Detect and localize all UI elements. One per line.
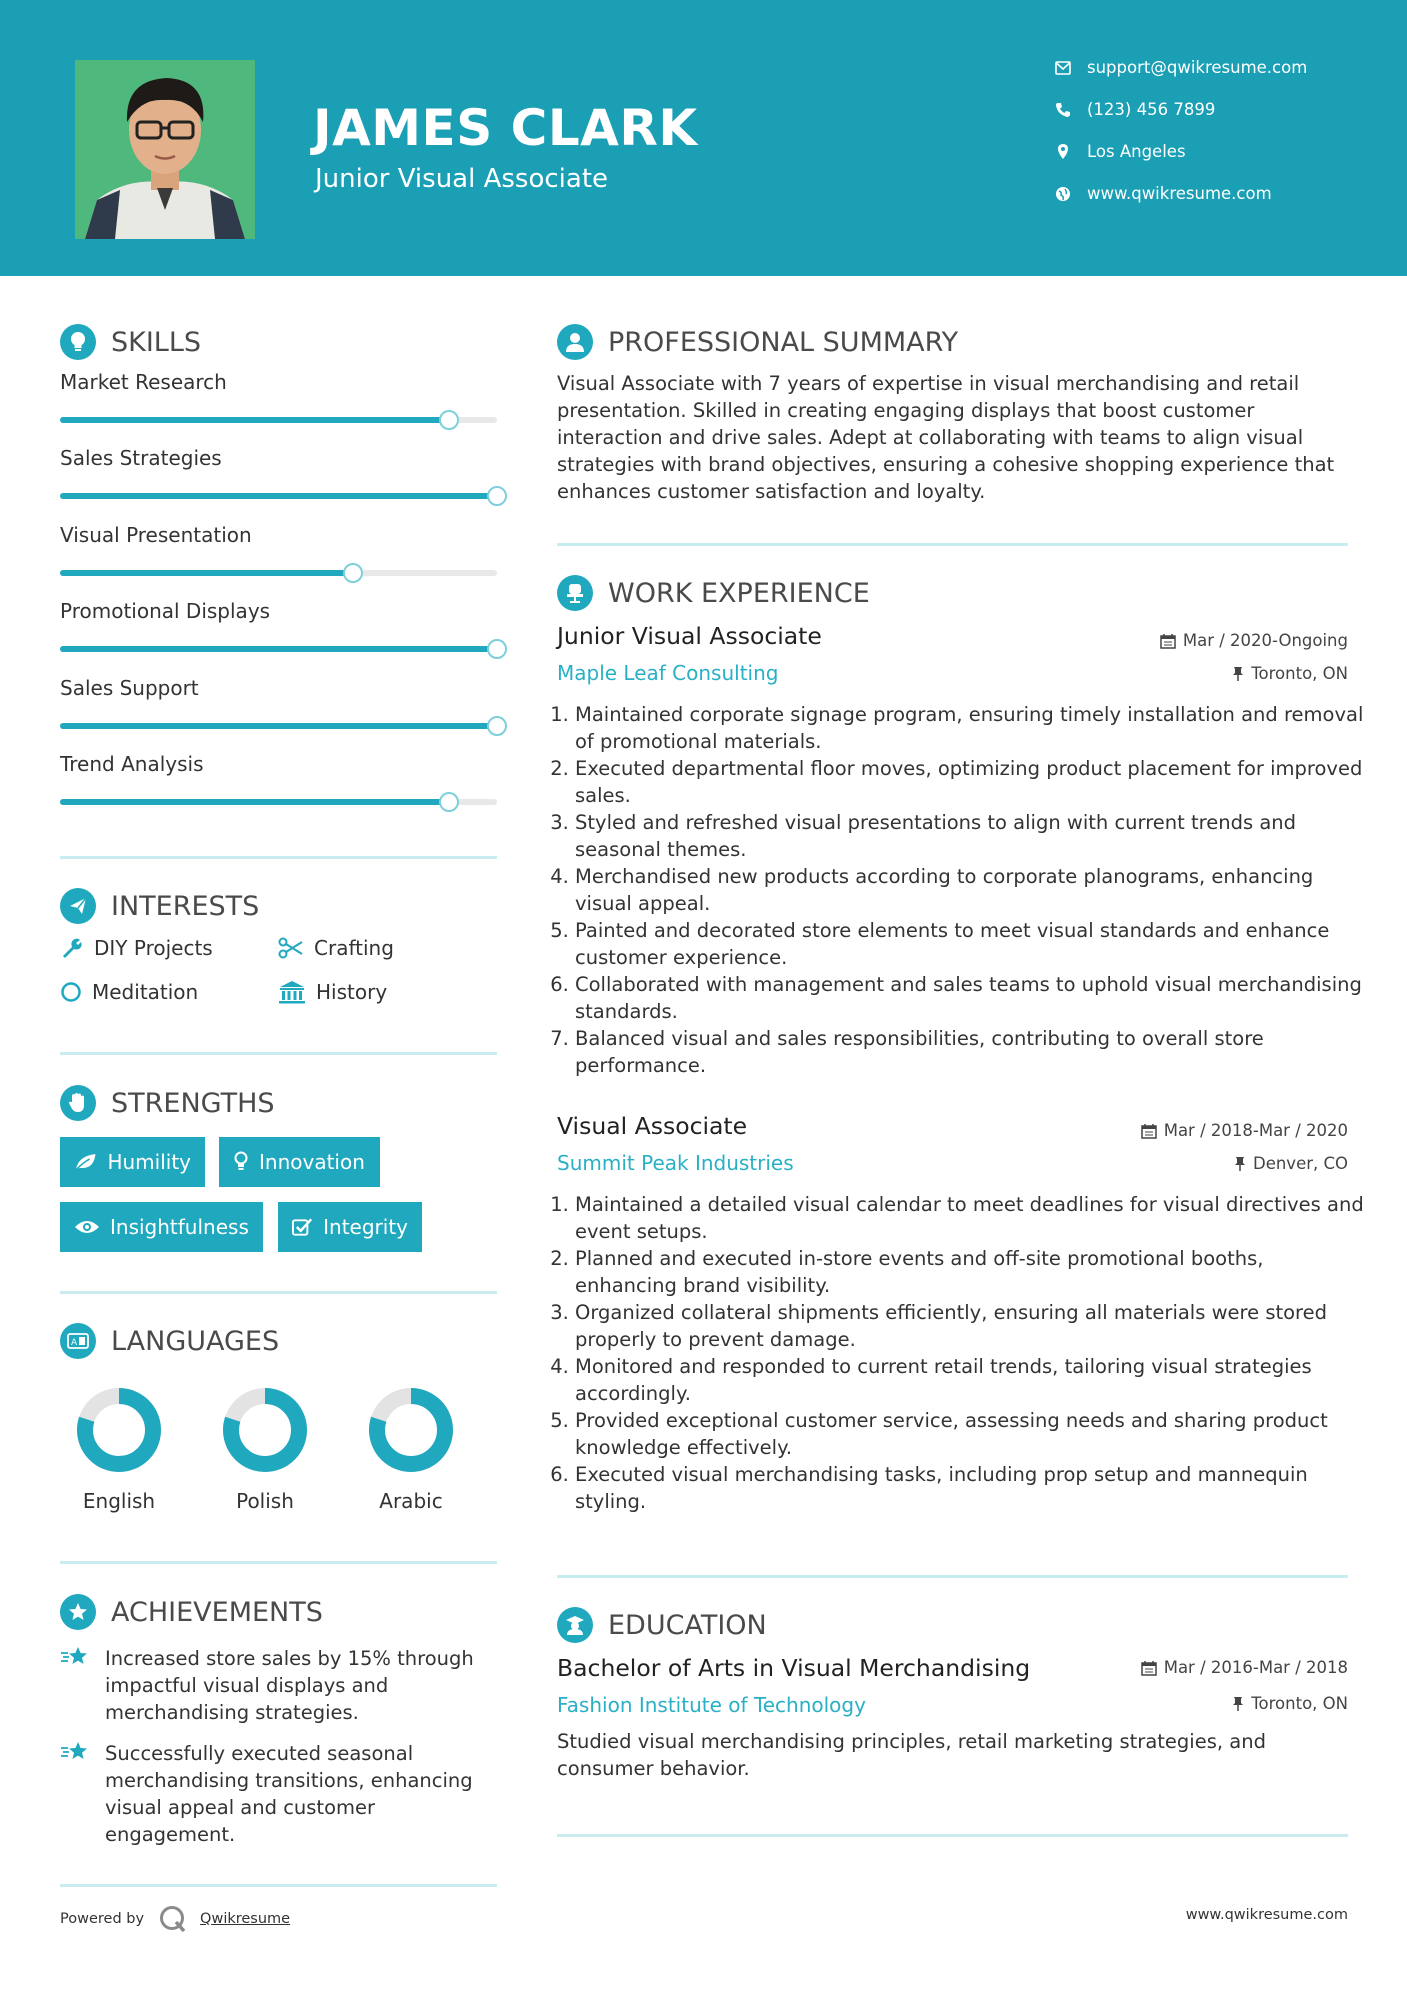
list-item: 3. Organized collateral shipments efficiently, ensuring all materials were stored properly to prevent damage. [575, 1299, 1365, 1353]
envelope-icon [1055, 61, 1071, 75]
list-item: 3. Styled and refreshed visual presentations to align with current trends and seasonal themes. [575, 809, 1365, 863]
map-pin-icon [1055, 143, 1071, 160]
qwikresume-logo-icon [158, 1904, 188, 1934]
company-name: Summit Peak Industries [557, 1151, 794, 1175]
summary-text: Visual Associate with 7 years of expertise in visual merchandising and retail presentation. Skilled in creating engaging displays that boost customer interaction and drive sales. Adept at collaborating with teams to align visual strategies with brand objectives, ensuring a cohesive shopping experience that enhances customer satisfaction and loyalty. [557, 372, 1335, 503]
list-item: 2. Executed departmental floor moves, optimizing product placement for improved sales. [575, 755, 1365, 809]
divider [60, 1291, 497, 1294]
education-heading: EDUCATION [557, 1607, 767, 1643]
interest-item: DIY Projects [60, 936, 213, 960]
user-icon [557, 324, 593, 360]
divider [60, 1052, 497, 1055]
interests-heading: INTERESTS [60, 888, 259, 924]
list-item: 1. Maintained corporate signage program, ensuring timely installation and removal of promotional materials. [575, 701, 1365, 755]
skill-bar-knob [487, 486, 507, 506]
skill-bar [60, 493, 497, 499]
scissors-icon [278, 937, 304, 959]
website-text[interactable]: www.qwikresume.com [1087, 184, 1272, 203]
list-item: 6. Executed visual merchandising tasks, including prop setup and mannequin styling. [575, 1461, 1365, 1515]
list-item: 7. Balanced visual and sales responsibilities, contributing to overall store performance. [575, 1025, 1365, 1079]
profile-photo [75, 60, 255, 239]
divider [557, 1575, 1348, 1578]
eye-icon [74, 1219, 100, 1235]
powered-by: Powered by Qwikresume [60, 1904, 290, 1934]
language-donut [69, 1380, 169, 1480]
job-location: Denver, CO [1234, 1154, 1348, 1173]
contact-email[interactable] [1055, 58, 1307, 77]
strength-tag: Insightfulness [60, 1202, 263, 1252]
job-title: Visual Associate [557, 1112, 748, 1140]
contact-phone [1055, 100, 1215, 119]
skill-bar [60, 723, 497, 729]
brand-link[interactable]: Qwikresume [200, 1911, 291, 1927]
interest-item: History [278, 980, 387, 1004]
skill-bar [60, 799, 497, 805]
hand-icon [60, 1085, 96, 1121]
strengths-heading: STRENGTHS [60, 1085, 275, 1121]
interest-item: Meditation [60, 980, 198, 1004]
skill-label: Trend Analysis [60, 752, 204, 776]
globe-icon [1055, 186, 1071, 202]
leaf-icon [74, 1152, 97, 1172]
divider [557, 1834, 1348, 1837]
pushpin-icon [1232, 666, 1244, 682]
education-dates: Mar / 2016-Mar / 2018 [1141, 1658, 1348, 1677]
contact-website[interactable] [1055, 184, 1272, 203]
list-item: 5. Painted and decorated store elements to meet visual standards and enhance customer experience. [575, 917, 1365, 971]
summary-heading: PROFESSIONAL SUMMARY [557, 324, 958, 360]
briefcase-chair-icon [557, 575, 593, 611]
calendar-icon [1160, 633, 1176, 649]
lightbulb-icon [60, 324, 96, 360]
achievements-heading: ACHIEVEMENTS [60, 1594, 323, 1630]
skills-heading: SKILLS [60, 324, 201, 360]
skill-bar-knob [439, 410, 459, 430]
skill-bar-fill [60, 646, 497, 652]
strength-tag: Humility [60, 1137, 205, 1187]
divider [557, 543, 1348, 546]
language-donut [361, 1380, 461, 1480]
pushpin-icon [1234, 1156, 1246, 1172]
skill-label: Sales Support [60, 675, 199, 700]
candidate-name: JAMES CLARK [313, 99, 698, 157]
language-icon [60, 1323, 96, 1359]
phone-icon [1055, 102, 1071, 118]
list-item: 2. Planned and executed in-store events and off-site promotional booths, enhancing brand visibility. [575, 1245, 1365, 1299]
star-icon [60, 1740, 92, 1764]
paper-plane-icon [60, 888, 96, 924]
skill-bar-knob [487, 639, 507, 659]
skill-bar-fill [60, 570, 353, 576]
skill-bar [60, 646, 497, 652]
skill-bar [60, 570, 497, 576]
job-title: Junior Visual Associate [557, 622, 822, 650]
strength-tag: Innovation [219, 1137, 380, 1187]
skill-bar-fill [60, 493, 497, 499]
divider [60, 1884, 497, 1887]
skill-label: Promotional Displays [60, 599, 271, 624]
list-item: 6. Collaborated with management and sales teams to uphold visual merchandising standards. [575, 971, 1365, 1025]
star-badge-icon [60, 1594, 96, 1630]
job-dates: Mar / 2020-Ongoing [1160, 631, 1348, 650]
skill-bar-knob [343, 563, 363, 583]
phone-text: (123) 456 7899 [1087, 100, 1216, 119]
list-item: 5. Provided exceptional customer service, assessing needs and sharing product knowledge effectively. [575, 1407, 1365, 1461]
pushpin-icon [1232, 1696, 1244, 1712]
job-bullets [557, 1191, 1365, 1515]
company-name: Maple Leaf Consulting [557, 661, 779, 685]
job-bullets [557, 701, 1365, 1079]
candidate-title: Junior Visual Associate [315, 164, 609, 194]
school-name: Fashion Institute of Technology [557, 1693, 866, 1717]
divider [60, 856, 497, 859]
education-description: Studied visual merchandising principles, retail marketing strategies, and consumer behavior. [557, 1730, 1266, 1780]
svg-text:A: A [71, 1338, 78, 1348]
language-label: English [82, 1489, 156, 1513]
wrench-icon [60, 937, 84, 959]
strength-tag: Integrity [278, 1202, 422, 1252]
skill-bar-fill [60, 799, 449, 805]
language-donut [215, 1380, 315, 1480]
list-item: 4. Merchandised new products according to corporate planograms, enhancing visual appeal. [575, 863, 1365, 917]
list-item: 1. Maintained a detailed visual calendar to meet deadlines for visual directives and event setups. [575, 1191, 1365, 1245]
circle-icon [60, 981, 82, 1003]
achievement-item: Successfully executed seasonal merchandising transitions, enhancing visual appeal and customer engagement. [60, 1740, 500, 1848]
language-label: Polish [236, 1489, 294, 1513]
skill-label: Market Research [60, 370, 227, 394]
education-location: Toronto, ON [1232, 1694, 1348, 1713]
email-text[interactable]: support@qwikresume.com [1087, 58, 1308, 77]
job-dates: Mar / 2018-Mar / 2020 [1141, 1121, 1348, 1140]
skill-bar-knob [487, 716, 507, 736]
contact-location [1055, 142, 1186, 161]
lightbulb-icon [233, 1151, 249, 1173]
calendar-icon [1141, 1660, 1157, 1676]
calendar-icon [1141, 1123, 1157, 1139]
skill-bar-knob [439, 792, 459, 812]
divider [60, 1561, 497, 1564]
experience-heading: WORK EXPERIENCE [557, 575, 870, 611]
achievement-item: Increased store sales by 15% through impactful visual displays and merchandising strategies. [60, 1645, 500, 1726]
location-text: Los Angeles [1087, 142, 1186, 161]
degree-title: Bachelor of Arts in Visual Merchandising [557, 1654, 1031, 1682]
checkbox-icon [292, 1217, 313, 1237]
language-label: Arabic [379, 1489, 443, 1513]
skill-bar-fill [60, 723, 497, 729]
skill-label: Visual Presentation [60, 522, 252, 547]
languages-heading: A LANGUAGES [60, 1323, 279, 1359]
job-location: Toronto, ON [1232, 664, 1348, 683]
skill-bar-fill [60, 417, 449, 423]
graduate-icon [557, 1607, 593, 1643]
skill-bar [60, 417, 497, 423]
interest-item: Crafting [278, 936, 394, 960]
bank-icon [278, 980, 306, 1004]
footer-website[interactable]: www.qwikresume.com [1185, 1907, 1348, 1923]
star-icon [60, 1645, 92, 1669]
skill-label: Sales Strategies [60, 446, 222, 471]
list-item: 4. Monitored and responded to current retail trends, tailoring visual strategies accordingly. [575, 1353, 1365, 1407]
